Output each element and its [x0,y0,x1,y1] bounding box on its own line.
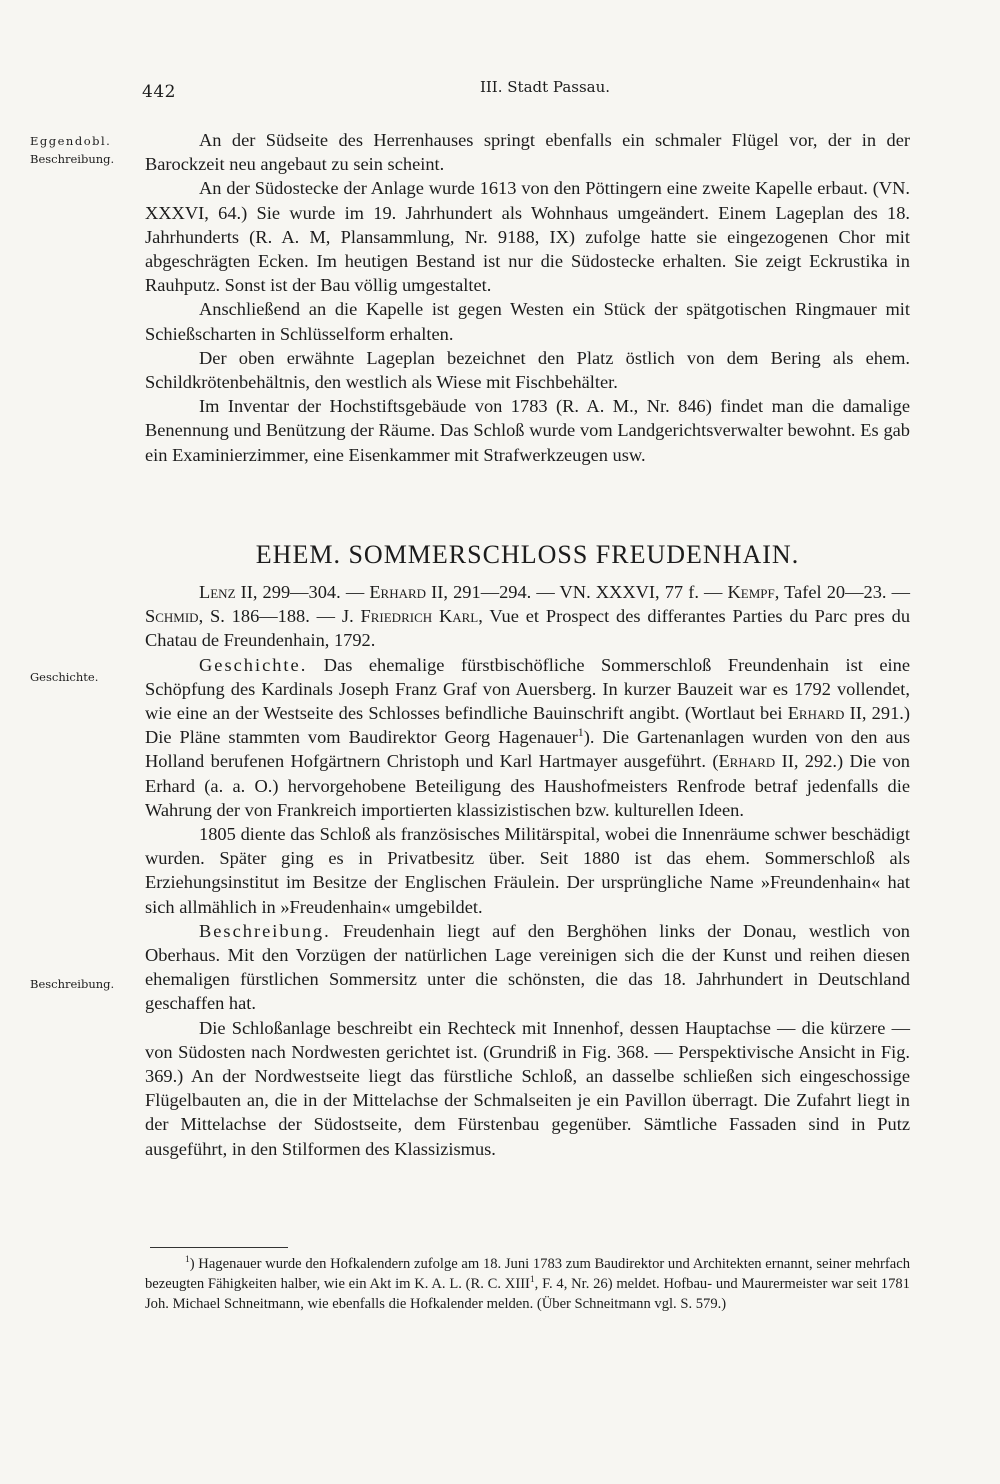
author-name: Friedrich Karl [360,606,479,627]
margin-note-eggendobl: Eggendobl. [30,134,112,148]
geschichte-paragraph: Geschichte. Das ehemalige fürstbischöfliche Sommerschloß Freundenhain ist eine Schöpfung des Kardinals Joseph Franz Graf von Auersberg. In kurzer Bauzeit war es 1792 vollendet, wie eine an der Westseite des Schlosses befindliche Bauinschrift angibt. (Wortlaut bei Erhard II, 291.) Die Pläne stammten vom Baudirektor Georg Hagenauer$^1$). Die Gartenanlagen wurden von den aus Holland berufenen Hofgärtnern Christoph und Karl Hartmayer ausgeführt. (Erhard II, 292.) Die von Erhard (a. a. O.) hervorgehobene Beteiligung des Haushofmeisters Renfrode betraf jedenfalls die Wahrung der von Frankreich importierten klassizistischen bzw. kulturellen Ideen. [145,654,911,820]
section-freudenhain-text [145,580,910,1161]
author-name: Schmid [145,606,199,627]
footnote-reference: 1 [577,725,584,740]
paragraph: Anschließend an die Kapelle ist gegen Westen ein Stück der spätgotischen Ringmauer mit Schießscharten in Schlüsselform erhalten. [145,299,910,344]
paragraph: 1805 diente das Schloß als französisches Militärspital, wobei die Innenräume schwer beschädigt wurden. Später ging es in Privatbesitz über. Seit 1880 ist das ehem. Sommerschloß als Erziehungsinstitut im Besitze der Englischen Fräulein. Der ursprüngliche Name »Freundenhain« hat sich allmählich in »Freudenhain« umgebildet. [145,824,910,917]
paragraph: Der oben erwähnte Lageplan bezeichnet den Platz östlich von dem Bering als ehem. Schildkrötenbehältnis, den westlich als Wiese mit Fischbehälter. [145,347,910,393]
paragraph: An der Südostecke der Anlage wurde 1613 von den Pöttingern eine zweite Kapelle erbaut. (VN. XXXVI, 64.) Sie wurde im 19. Jahrhundert als Wohnhaus umgeändert. Einem Lageplan des 18. Jahrhunderts (R. A. M, Plansammlung, Nr. 9188, IX) zufolge hatte sie eingezogenen Chor mit abgeschrägten Ecken. Im heutigen Bestand ist nur die Südostecke erhalten. Sie zeigt Eckrustika in Rauhputz. Sonst ist der Bau völlig umgestaltet. [145,178,910,296]
margin-note-geschichte: Geschichte. [30,670,99,684]
footnote-mark: 1 [185,1255,190,1266]
references-paragraph: Lenz II, 299—304. — Erhard II, 291—294. — VN. XXXVI, 77 f. — Kempf, Tafel 20—23. — Schmid, S. 186—188. — J. Friedrich Karl, Vue et Prospect des differantes Parties du Parc pres du Chatau de Freundenhain, 1792. [145,582,911,651]
subheading-geschichte: Geschichte. [199,654,308,675]
section-eggendobl-text [145,128,910,467]
paragraph: Im Inventar der Hochstiftsgebäude von 1783 (R. A. M., Nr. 846) findet man die damalige Benennung und Benützung der Räume. Das Schloß wurde vom Landgerichtsverwalter bewohnt. Es gab ein Examinierzimmer, eine Eisenkammer mit Strafwerkzeugen usw. [145,396,910,465]
footnote-divider [150,1247,288,1248]
beschreibung-paragraph: Beschreibung. Freudenhain liegt auf den Berghöhen links der Donau, westlich von Oberhaus. Mit den Vorzügen der natürlichen Lage vereinigen sich die der Kunst und reihen diesen ehemaligen fürstlichen Sommersitz unter die schönsten, die das 18. Jahrhundert in Deutschland geschaffen hat. [145,920,910,1014]
paragraph: An der Südseite des Herrenhauses springt ebenfalls ein schmaler Flügel vor, der in der Barockzeit neu angebaut zu sein scheint. [145,130,910,175]
author-name: Kempf [727,582,775,602]
paragraph: Die Schloßanlage beschreibt ein Rechteck mit Innenhof, dessen Hauptachse — die kürzere — von Südosten nach Nordwesten gerichtet ist. (Grundriß in Fig. 368. — Perspektivische Ansicht in Fig. 369.) An der Nordwestseite liegt das fürstliche Schloß, an dasselbe schließen sich eingeschossige Flügelbauten an, die in der Mittelachse der Schmalseiten je ein Pavillon überragt. Die Zufahrt liegt in der Mittelachse der Südostseite, dem Fürstenbau gegenüber. Sämtliche Fassaden sind in Putz ausgeführt, in den Stilformen des Klassizismus. [145,1017,910,1159]
margin-note-beschreibung-2: Beschreibung. [30,977,115,991]
running-head: III. Stadt Passau. [479,78,611,96]
footnote: $^1$) Hagenauer wurde den Hofkalendern zufolge am 18. Juni 1783 zum Baudirektor und Architekten ernannt, seiner mehrfach bezeugten Fähigkeiten halber, wie ein Akt im K. A. L. (R. C. XIII$^1$, F. 4, Nr. 26) meldet. Hofbau- und Maurermeister war seit 1781 Joh. Michael Schneitmann, wie ebenfalls die Hofkalender melden. (Über Schneitmann vgl. S. 579.) [145,1255,910,1312]
section-title: EHEM. SOMMERSCHLOSS FREUDENHAIN. [255,540,800,569]
page-number: 442 [142,82,176,102]
margin-note-beschreibung: Beschreibung. [30,152,115,166]
author-name: Lenz [199,582,236,602]
author-name: Erhard [369,582,427,602]
subheading-beschreibung: Beschreibung. [199,920,331,941]
